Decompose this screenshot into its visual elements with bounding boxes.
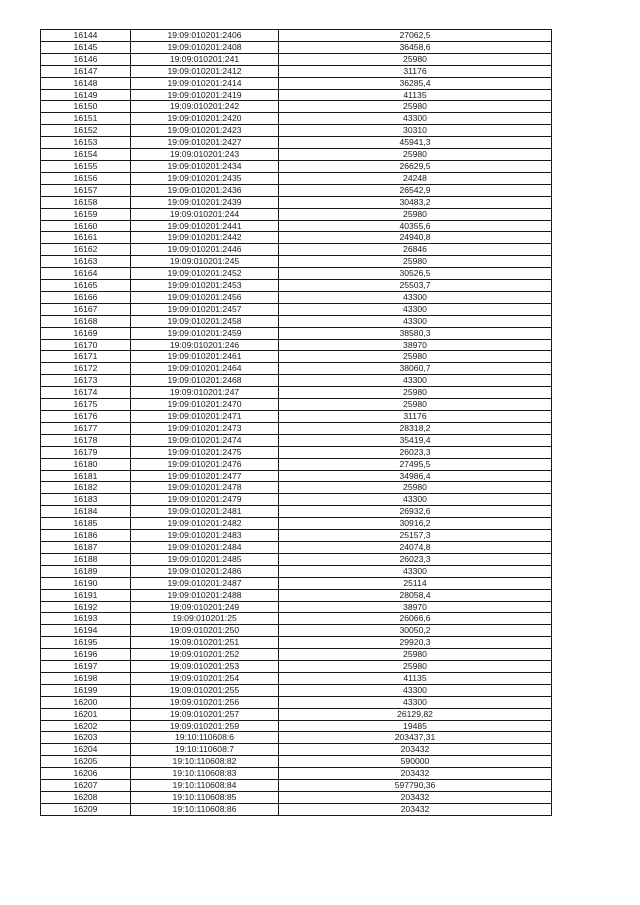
- cadastral-value-cell: 26932,6: [279, 506, 552, 518]
- cadastral-value-cell: 25980: [279, 661, 552, 673]
- table-row: [41, 696, 552, 708]
- table-row: [41, 768, 552, 780]
- cadastral-value-cell: 43300: [279, 303, 552, 315]
- table-row: [41, 315, 552, 327]
- table-row: [41, 65, 552, 77]
- cadastral-value-cell: 25980: [279, 53, 552, 65]
- cadastral-value-cell: 30916,2: [279, 518, 552, 530]
- cadastral-value-cell: 43300: [279, 113, 552, 125]
- cadastral-number-cell: 19:09:010201:2483: [131, 530, 279, 542]
- table-row: [41, 196, 552, 208]
- cadastral-value-cell: 25157,3: [279, 530, 552, 542]
- row-number-cell: 16146: [41, 53, 131, 65]
- row-number-cell: 16173: [41, 375, 131, 387]
- row-number-cell: 16172: [41, 363, 131, 375]
- row-number-cell: 16202: [41, 720, 131, 732]
- cadastral-number-cell: 19:09:010201:2478: [131, 482, 279, 494]
- cadastral-value-cell: 25980: [279, 351, 552, 363]
- cadastral-number-cell: 19:09:010201:2479: [131, 494, 279, 506]
- cadastral-value-cell: 27495,5: [279, 458, 552, 470]
- cadastral-number-cell: 19:09:010201:2408: [131, 41, 279, 53]
- cadastral-value-cell: 597790,36: [279, 780, 552, 792]
- cadastral-value-cell: 29920,3: [279, 637, 552, 649]
- cadastral-value-cell: 25980: [279, 256, 552, 268]
- row-number-cell: 16164: [41, 268, 131, 280]
- table-row: [41, 339, 552, 351]
- table-row: [41, 708, 552, 720]
- row-number-cell: 16203: [41, 732, 131, 744]
- row-number-cell: 16176: [41, 411, 131, 423]
- row-number-cell: 16187: [41, 541, 131, 553]
- cadastral-number-cell: 19:09:010201:2452: [131, 268, 279, 280]
- cadastral-value-cell: 43300: [279, 696, 552, 708]
- row-number-cell: 16184: [41, 506, 131, 518]
- cadastral-number-cell: 19:09:010201:2439: [131, 196, 279, 208]
- cadastral-value-cell: 26629,5: [279, 160, 552, 172]
- table-row: [41, 327, 552, 339]
- row-number-cell: 16177: [41, 422, 131, 434]
- table-row: [41, 458, 552, 470]
- cadastral-number-cell: 19:09:010201:243: [131, 149, 279, 161]
- row-number-cell: 16154: [41, 149, 131, 161]
- table-row: [41, 589, 552, 601]
- table-row: [41, 780, 552, 792]
- cadastral-number-cell: 19:09:010201:2464: [131, 363, 279, 375]
- cadastral-value-cell: 36458,6: [279, 41, 552, 53]
- cadastral-number-cell: 19:09:010201:2486: [131, 565, 279, 577]
- row-number-cell: 16174: [41, 387, 131, 399]
- row-number-cell: 16192: [41, 601, 131, 613]
- cadastral-value-cell: 45941,3: [279, 137, 552, 149]
- cadastral-number-cell: 19:09:010201:2420: [131, 113, 279, 125]
- row-number-cell: 16152: [41, 125, 131, 137]
- cadastral-value-cell: 31176: [279, 65, 552, 77]
- table-row: [41, 89, 552, 101]
- row-number-cell: 16178: [41, 434, 131, 446]
- cadastral-number-cell: 19:09:010201:259: [131, 720, 279, 732]
- row-number-cell: 16181: [41, 470, 131, 482]
- cadastral-number-cell: 19:09:010201:2458: [131, 315, 279, 327]
- table-row: [41, 613, 552, 625]
- table-row: [41, 232, 552, 244]
- row-number-cell: 16200: [41, 696, 131, 708]
- cadastral-number-cell: 19:09:010201:2456: [131, 291, 279, 303]
- cadastral-value-cell: 19485: [279, 720, 552, 732]
- cadastral-number-cell: 19:09:010201:254: [131, 672, 279, 684]
- cadastral-number-cell: 19:09:010201:2446: [131, 244, 279, 256]
- cadastral-number-cell: 19:09:010201:2468: [131, 375, 279, 387]
- row-number-cell: 16204: [41, 744, 131, 756]
- cadastral-value-cell: 203432: [279, 744, 552, 756]
- row-number-cell: 16175: [41, 399, 131, 411]
- row-number-cell: 16180: [41, 458, 131, 470]
- table-row: [41, 172, 552, 184]
- cadastral-number-cell: 19:09:010201:2476: [131, 458, 279, 470]
- cadastral-number-cell: 19:09:010201:2414: [131, 77, 279, 89]
- cadastral-value-cell: 25980: [279, 101, 552, 113]
- cadastral-value-cell: 38970: [279, 601, 552, 613]
- table-row: [41, 649, 552, 661]
- table-row: [41, 53, 552, 65]
- cadastral-number-cell: 19:09:010201:2488: [131, 589, 279, 601]
- table-row: [41, 220, 552, 232]
- cadastral-number-cell: 19:09:010201:2477: [131, 470, 279, 482]
- table-row: [41, 720, 552, 732]
- cadastral-number-cell: 19:09:010201:2423: [131, 125, 279, 137]
- cadastral-value-cell: 28318,2: [279, 422, 552, 434]
- row-number-cell: 16144: [41, 30, 131, 42]
- cadastral-value-cell: 43300: [279, 565, 552, 577]
- table-row: [41, 387, 552, 399]
- cadastral-number-cell: 19:09:010201:246: [131, 339, 279, 351]
- cadastral-number-cell: 19:09:010201:253: [131, 661, 279, 673]
- cadastral-value-cell: 26023,3: [279, 553, 552, 565]
- cadastral-number-cell: 19:09:010201:241: [131, 53, 279, 65]
- cadastral-number-cell: 19:09:010201:2406: [131, 30, 279, 42]
- row-number-cell: 16195: [41, 637, 131, 649]
- row-number-cell: 16149: [41, 89, 131, 101]
- table-row: [41, 113, 552, 125]
- cadastral-value-cell: 30483,2: [279, 196, 552, 208]
- cadastral-number-cell: 19:09:010201:244: [131, 208, 279, 220]
- row-number-cell: 16156: [41, 172, 131, 184]
- table-row: [41, 268, 552, 280]
- cadastral-value-cell: 26846: [279, 244, 552, 256]
- cadastral-value-cell: 31176: [279, 411, 552, 423]
- row-number-cell: 16153: [41, 137, 131, 149]
- row-number-cell: 16160: [41, 220, 131, 232]
- table-row: [41, 446, 552, 458]
- table-row: [41, 291, 552, 303]
- table-row: [41, 482, 552, 494]
- table-row: [41, 792, 552, 804]
- row-number-cell: 16197: [41, 661, 131, 673]
- cadastral-number-cell: 19:10:110608:82: [131, 756, 279, 768]
- cadastral-number-cell: 19:09:010201:2435: [131, 172, 279, 184]
- table-row: [41, 351, 552, 363]
- table-row: [41, 137, 552, 149]
- table-row: [41, 601, 552, 613]
- cadastral-value-cell: 25980: [279, 208, 552, 220]
- cadastral-number-cell: 19:09:010201:257: [131, 708, 279, 720]
- row-number-cell: 16159: [41, 208, 131, 220]
- cadastral-number-cell: 19:09:010201:2457: [131, 303, 279, 315]
- cadastral-number-cell: 19:09:010201:2471: [131, 411, 279, 423]
- cadastral-value-cell: 40355,6: [279, 220, 552, 232]
- cadastral-number-cell: 19:09:010201:251: [131, 637, 279, 649]
- cadastral-number-cell: 19:09:010201:2434: [131, 160, 279, 172]
- cadastral-value-table: [40, 29, 552, 816]
- cadastral-value-cell: 203432: [279, 792, 552, 804]
- row-number-cell: 16145: [41, 41, 131, 53]
- table-row: [41, 101, 552, 113]
- table-row: [41, 565, 552, 577]
- cadastral-number-cell: 19:09:010201:2436: [131, 184, 279, 196]
- table-row: [41, 422, 552, 434]
- cadastral-number-cell: 19:10:110608:86: [131, 803, 279, 815]
- table-row: [41, 303, 552, 315]
- row-number-cell: 16157: [41, 184, 131, 196]
- row-number-cell: 16171: [41, 351, 131, 363]
- row-number-cell: 16196: [41, 649, 131, 661]
- table-row: [41, 732, 552, 744]
- table-row: [41, 256, 552, 268]
- cadastral-value-cell: 35419,4: [279, 434, 552, 446]
- cadastral-number-cell: 19:09:010201:2419: [131, 89, 279, 101]
- cadastral-number-cell: 19:09:010201:2441: [131, 220, 279, 232]
- row-number-cell: 16147: [41, 65, 131, 77]
- cadastral-value-cell: 26023,3: [279, 446, 552, 458]
- table-row: [41, 541, 552, 553]
- cadastral-value-cell: 43300: [279, 291, 552, 303]
- cadastral-number-cell: 19:09:010201:2442: [131, 232, 279, 244]
- table-row: [41, 577, 552, 589]
- cadastral-number-cell: 19:09:010201:256: [131, 696, 279, 708]
- table-row: [41, 470, 552, 482]
- cadastral-value-cell: 25980: [279, 149, 552, 161]
- cadastral-value-cell: 24074,8: [279, 541, 552, 553]
- cadastral-number-cell: 19:09:010201:2473: [131, 422, 279, 434]
- row-number-cell: 16167: [41, 303, 131, 315]
- row-number-cell: 16168: [41, 315, 131, 327]
- cadastral-value-cell: 25980: [279, 399, 552, 411]
- table-row: [41, 184, 552, 196]
- table-row: [41, 672, 552, 684]
- row-number-cell: 16189: [41, 565, 131, 577]
- table-row: [41, 803, 552, 815]
- cadastral-value-cell: 43300: [279, 315, 552, 327]
- row-number-cell: 16155: [41, 160, 131, 172]
- cadastral-number-cell: 19:09:010201:249: [131, 601, 279, 613]
- cadastral-number-cell: 19:09:010201:252: [131, 649, 279, 661]
- row-number-cell: 16185: [41, 518, 131, 530]
- cadastral-value-cell: 24940,8: [279, 232, 552, 244]
- table-row: [41, 77, 552, 89]
- cadastral-value-cell: 43300: [279, 494, 552, 506]
- cadastral-value-cell: 28058,4: [279, 589, 552, 601]
- cadastral-value-cell: 25503,7: [279, 280, 552, 292]
- cadastral-value-cell: 30526,5: [279, 268, 552, 280]
- table-row: [41, 434, 552, 446]
- cadastral-value-cell: 25114: [279, 577, 552, 589]
- table-row: [41, 208, 552, 220]
- cadastral-value-cell: 25980: [279, 482, 552, 494]
- table-row: [41, 506, 552, 518]
- table-body: [41, 30, 552, 816]
- cadastral-value-cell: 41135: [279, 672, 552, 684]
- cadastral-number-cell: 19:09:010201:2485: [131, 553, 279, 565]
- row-number-cell: 16199: [41, 684, 131, 696]
- cadastral-number-cell: 19:09:010201:2475: [131, 446, 279, 458]
- table-row: [41, 160, 552, 172]
- table-row: [41, 661, 552, 673]
- table-row: [41, 363, 552, 375]
- table-row: [41, 518, 552, 530]
- row-number-cell: 16179: [41, 446, 131, 458]
- row-number-cell: 16207: [41, 780, 131, 792]
- row-number-cell: 16193: [41, 613, 131, 625]
- row-number-cell: 16150: [41, 101, 131, 113]
- row-number-cell: 16186: [41, 530, 131, 542]
- row-number-cell: 16201: [41, 708, 131, 720]
- cadastral-value-cell: 26542,9: [279, 184, 552, 196]
- row-number-cell: 16209: [41, 803, 131, 815]
- row-number-cell: 16205: [41, 756, 131, 768]
- table-row: [41, 756, 552, 768]
- cadastral-value-cell: 25980: [279, 387, 552, 399]
- cadastral-value-cell: 38580,3: [279, 327, 552, 339]
- table-row: [41, 244, 552, 256]
- row-number-cell: 16166: [41, 291, 131, 303]
- cadastral-value-cell: 203432: [279, 803, 552, 815]
- cadastral-value-cell: 38970: [279, 339, 552, 351]
- cadastral-value-cell: 26066,6: [279, 613, 552, 625]
- row-number-cell: 16162: [41, 244, 131, 256]
- cadastral-number-cell: 19:09:010201:25: [131, 613, 279, 625]
- cadastral-number-cell: 19:09:010201:2481: [131, 506, 279, 518]
- cadastral-value-cell: 24248: [279, 172, 552, 184]
- row-number-cell: 16208: [41, 792, 131, 804]
- cadastral-value-cell: 30310: [279, 125, 552, 137]
- cadastral-number-cell: 19:09:010201:2482: [131, 518, 279, 530]
- table-row: [41, 684, 552, 696]
- table-row: [41, 125, 552, 137]
- cadastral-number-cell: 19:10:110608:7: [131, 744, 279, 756]
- cadastral-number-cell: 19:09:010201:2427: [131, 137, 279, 149]
- cadastral-number-cell: 19:09:010201:255: [131, 684, 279, 696]
- cadastral-number-cell: 19:09:010201:2470: [131, 399, 279, 411]
- row-number-cell: 16148: [41, 77, 131, 89]
- row-number-cell: 16165: [41, 280, 131, 292]
- cadastral-number-cell: 19:09:010201:2459: [131, 327, 279, 339]
- cadastral-number-cell: 19:09:010201:2484: [131, 541, 279, 553]
- table-row: [41, 399, 552, 411]
- cadastral-number-cell: 19:10:110608:84: [131, 780, 279, 792]
- cadastral-value-cell: 25980: [279, 649, 552, 661]
- row-number-cell: 16188: [41, 553, 131, 565]
- row-number-cell: 16170: [41, 339, 131, 351]
- row-number-cell: 16158: [41, 196, 131, 208]
- cadastral-number-cell: 19:09:010201:247: [131, 387, 279, 399]
- row-number-cell: 16161: [41, 232, 131, 244]
- cadastral-number-cell: 19:09:010201:2412: [131, 65, 279, 77]
- table-row: [41, 553, 552, 565]
- table-row: [41, 30, 552, 42]
- cadastral-value-cell: 590000: [279, 756, 552, 768]
- row-number-cell: 16163: [41, 256, 131, 268]
- cadastral-value-cell: 30050,2: [279, 625, 552, 637]
- row-number-cell: 16169: [41, 327, 131, 339]
- cadastral-value-cell: 43300: [279, 684, 552, 696]
- table-row: [41, 625, 552, 637]
- cadastral-number-cell: 19:09:010201:2487: [131, 577, 279, 589]
- table-row: [41, 280, 552, 292]
- cadastral-number-cell: 19:10:110608:83: [131, 768, 279, 780]
- table-row: [41, 149, 552, 161]
- row-number-cell: 16190: [41, 577, 131, 589]
- row-number-cell: 16183: [41, 494, 131, 506]
- table-row: [41, 411, 552, 423]
- cadastral-value-cell: 34986,4: [279, 470, 552, 482]
- row-number-cell: 16191: [41, 589, 131, 601]
- cadastral-number-cell: 19:09:010201:245: [131, 256, 279, 268]
- cadastral-number-cell: 19:09:010201:250: [131, 625, 279, 637]
- cadastral-number-cell: 19:09:010201:2461: [131, 351, 279, 363]
- cadastral-value-cell: 26129,82: [279, 708, 552, 720]
- row-number-cell: 16206: [41, 768, 131, 780]
- cadastral-number-cell: 19:10:110608:85: [131, 792, 279, 804]
- table-row: [41, 41, 552, 53]
- table-row: [41, 375, 552, 387]
- table-row: [41, 494, 552, 506]
- table-row: [41, 744, 552, 756]
- cadastral-value-cell: 203437,31: [279, 732, 552, 744]
- cadastral-value-cell: 36285,4: [279, 77, 552, 89]
- table-row: [41, 530, 552, 542]
- table-row: [41, 637, 552, 649]
- cadastral-number-cell: 19:09:010201:2453: [131, 280, 279, 292]
- cadastral-number-cell: 19:09:010201:2474: [131, 434, 279, 446]
- cadastral-value-cell: 27062,5: [279, 30, 552, 42]
- cadastral-value-cell: 203432: [279, 768, 552, 780]
- row-number-cell: 16194: [41, 625, 131, 637]
- cadastral-number-cell: 19:09:010201:242: [131, 101, 279, 113]
- cadastral-number-cell: 19:10:110608:6: [131, 732, 279, 744]
- row-number-cell: 16198: [41, 672, 131, 684]
- cadastral-value-cell: 41135: [279, 89, 552, 101]
- row-number-cell: 16182: [41, 482, 131, 494]
- row-number-cell: 16151: [41, 113, 131, 125]
- cadastral-value-cell: 38060,7: [279, 363, 552, 375]
- cadastral-value-cell: 43300: [279, 375, 552, 387]
